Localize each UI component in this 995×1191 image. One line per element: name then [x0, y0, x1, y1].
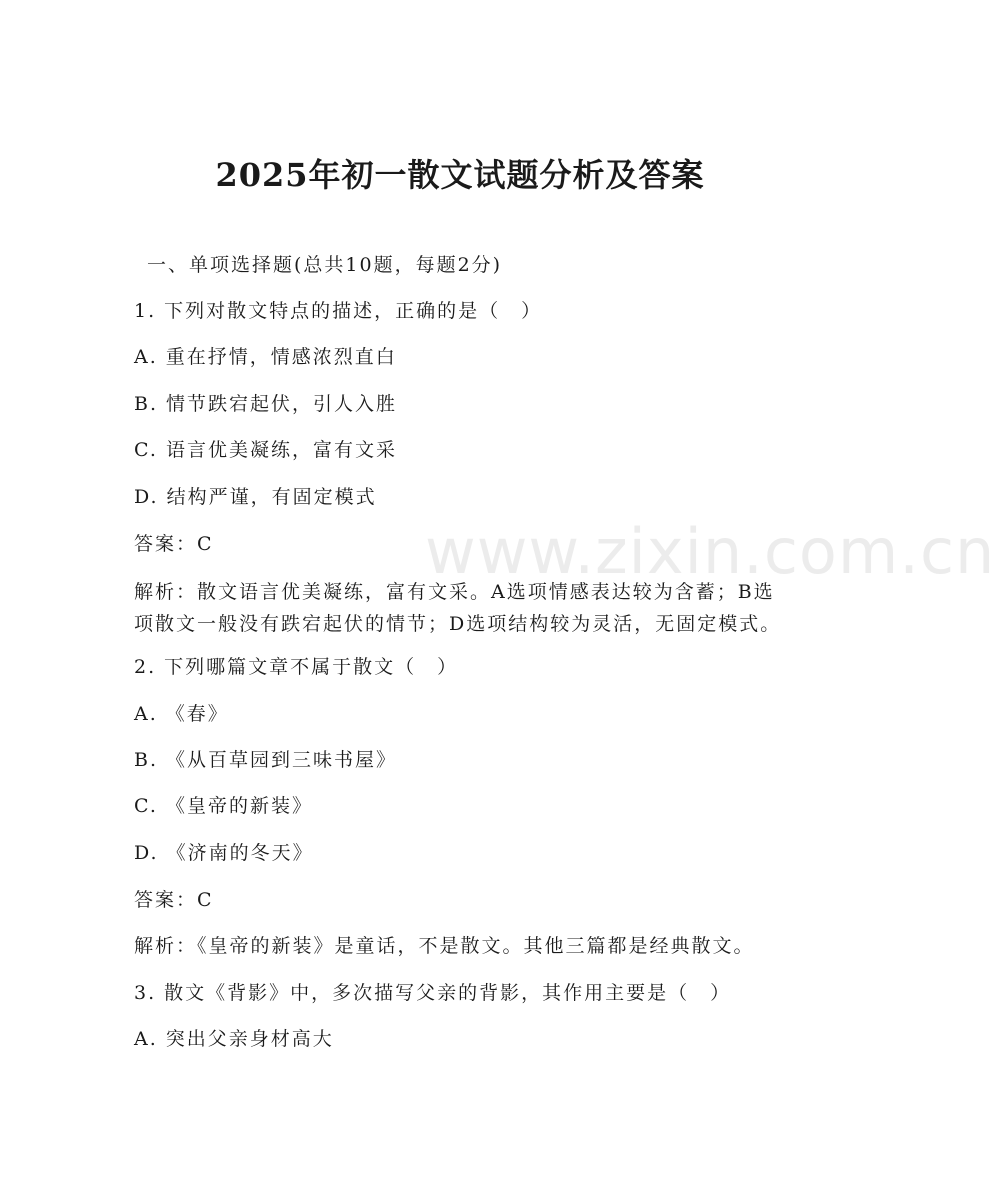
- question-2-analysis: 解析：《皇帝的新装》是童话，不是散文。其他三篇都是经典散文。: [134, 935, 755, 957]
- question-1-option-b: B. 情节跌宕起伏，引人入胜: [134, 393, 398, 415]
- question-1-stem: 1. 下列对散文特点的描述，正确的是（ ）: [134, 300, 543, 322]
- question-2-option-d: D. 《济南的冬天》: [134, 842, 314, 864]
- question-1-option-d: D. 结构严谨，有固定模式: [134, 486, 377, 508]
- section-heading: 一、单项选择题(总共10题，每题2分): [147, 254, 503, 276]
- question-1-analysis: 解析：散文语言优美凝练，富有文采。A选项情感表达较为含蓄；B选项散文一般没有跌宕起伏的情节；D选项结构较为灵活，无固定模式。: [134, 581, 782, 635]
- question-2-option-a: A. 《春》: [134, 703, 229, 725]
- question-2-option-c: C. 《皇帝的新装》: [134, 795, 313, 817]
- question-2-stem: 2. 下列哪篇文章不属于散文（ ）: [134, 656, 459, 678]
- question-2-answer: 答案：C: [134, 889, 214, 911]
- question-3-option-a: A. 突出父亲身材高大: [134, 1028, 334, 1050]
- question-2-option-b: B. 《从百草园到三味书屋》: [134, 749, 398, 771]
- watermark: www.zixin.com.cn: [425, 515, 995, 588]
- page-title: 2025年初一散文试题分析及答案: [215, 156, 705, 194]
- question-3-stem: 3. 散文《背影》中，多次描写父亲的背影，其作用主要是（ ）: [134, 982, 732, 1004]
- question-1-option-a: A. 重在抒情，情感浓烈直白: [134, 346, 397, 368]
- question-1-option-c: C. 语言优美凝练，富有文采: [134, 439, 397, 461]
- question-1-answer: 答案：C: [134, 533, 214, 555]
